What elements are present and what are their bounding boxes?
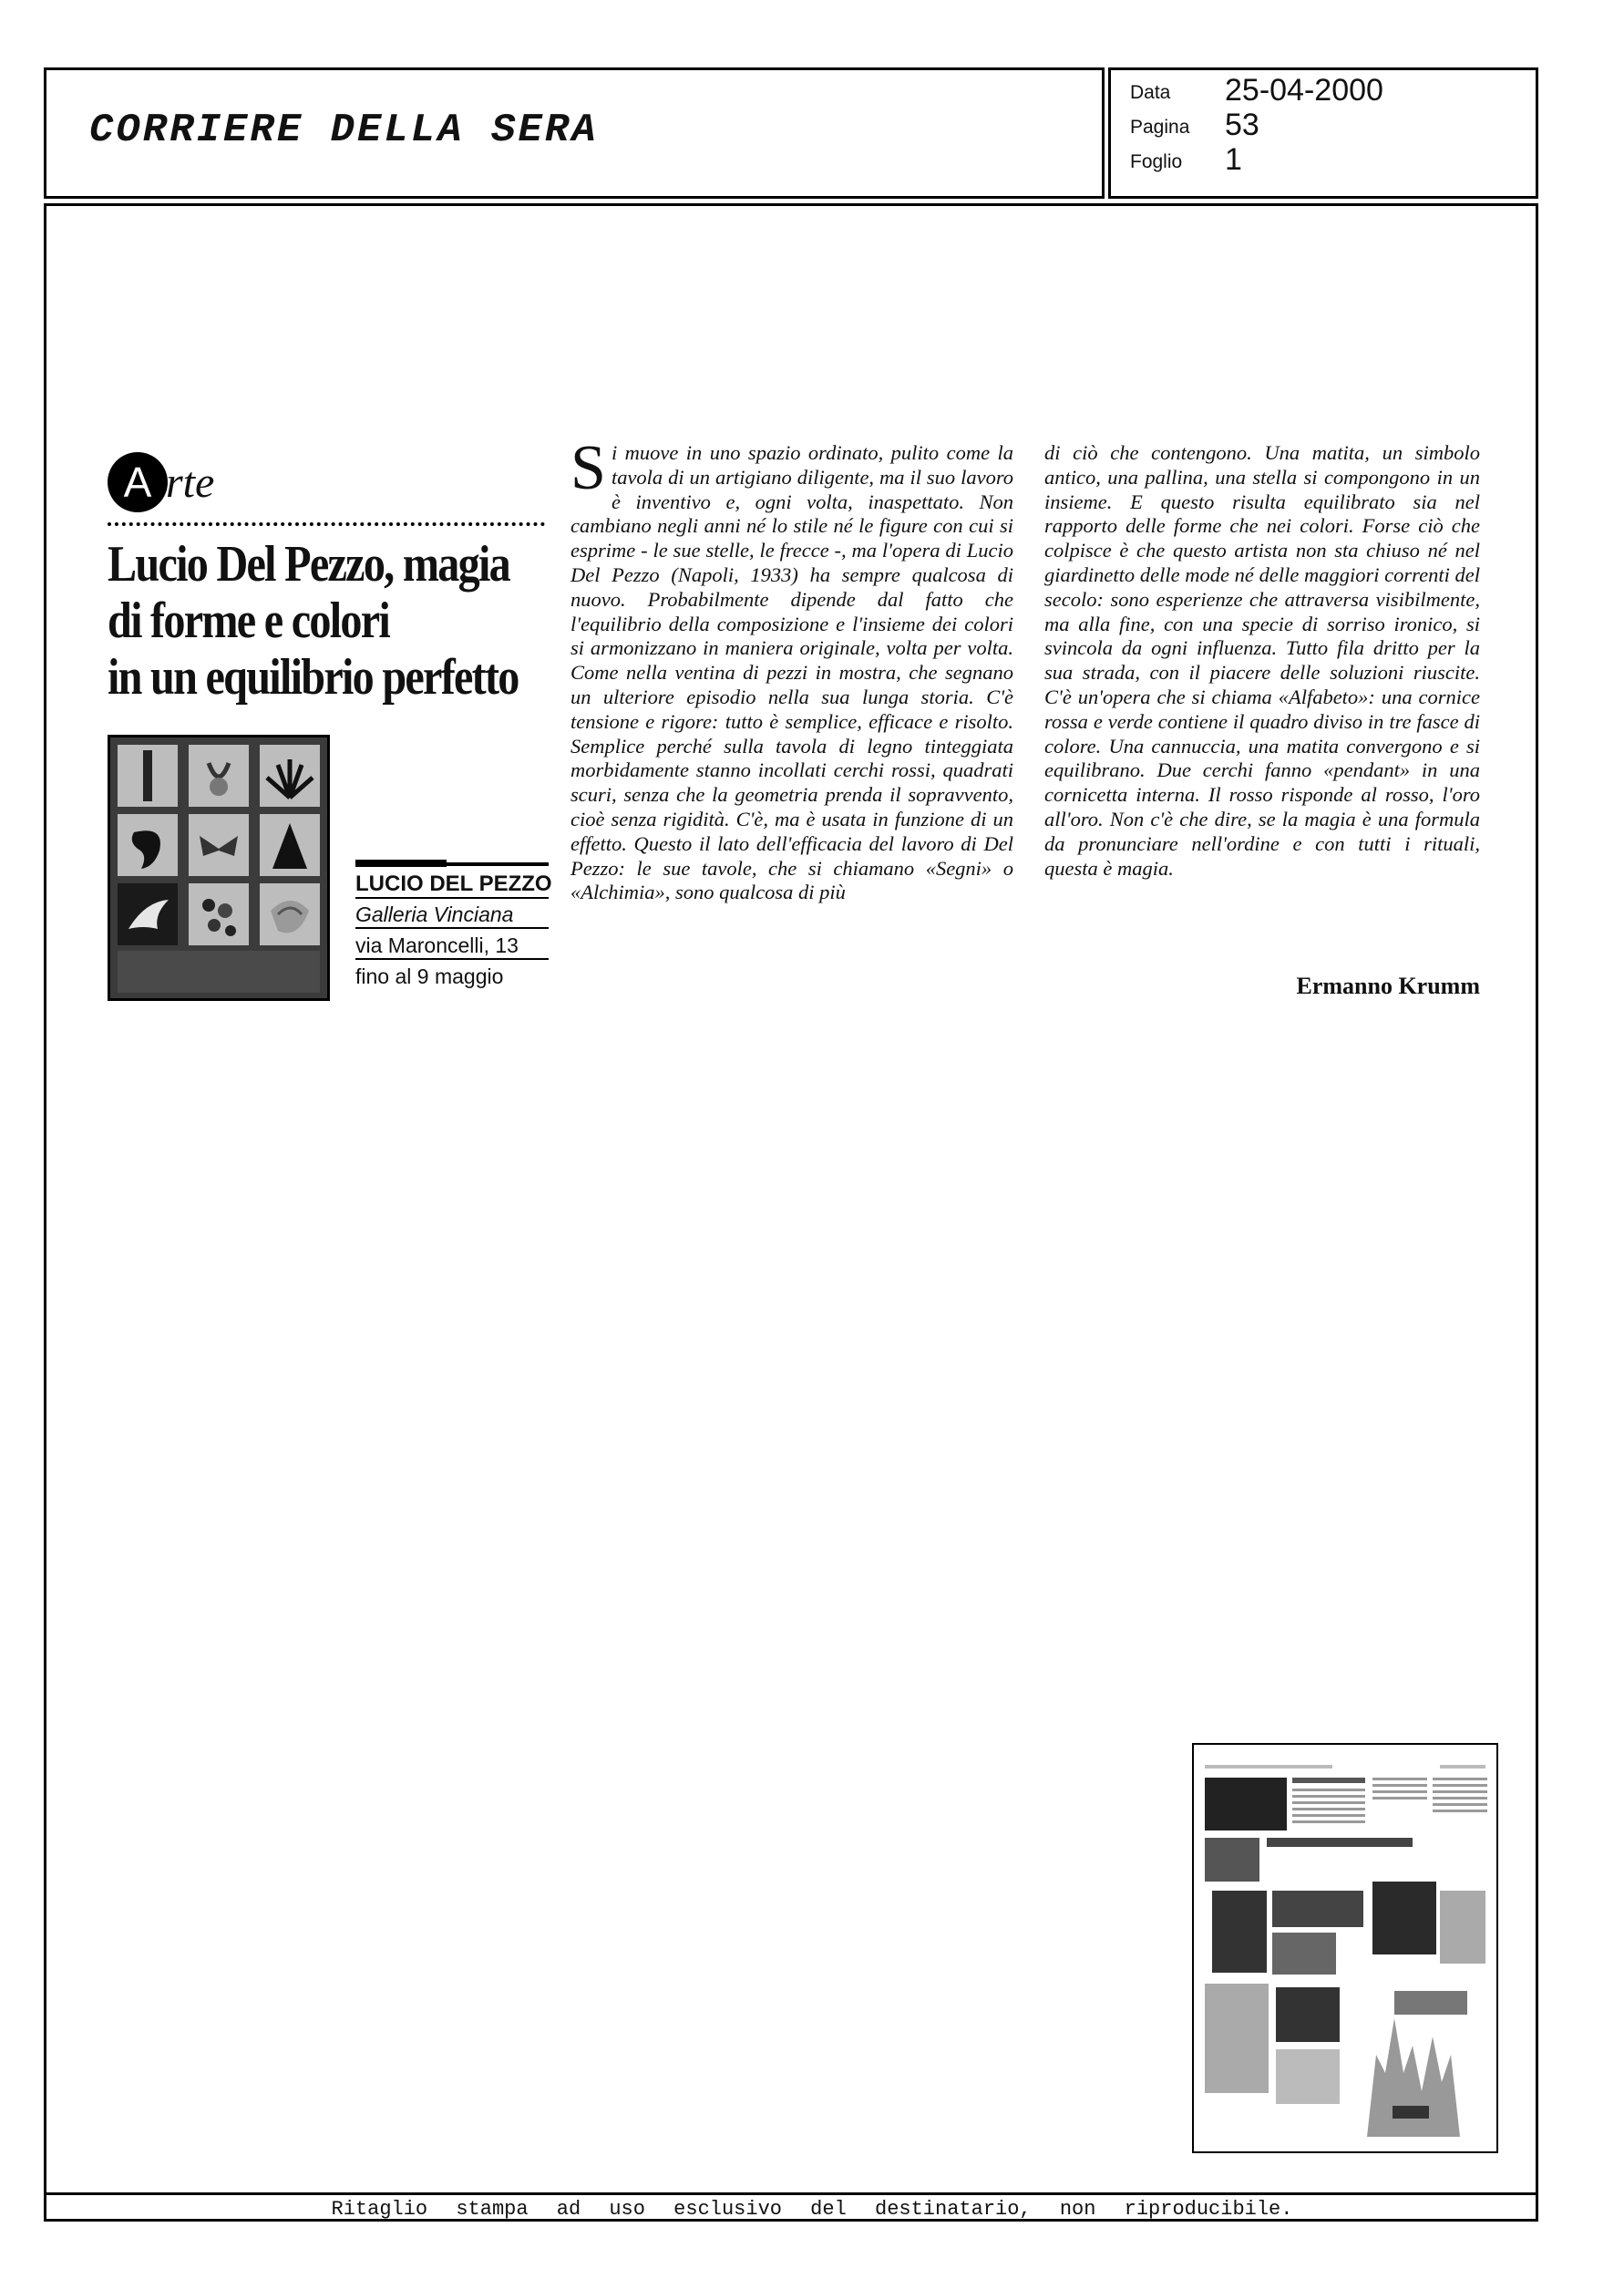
sheet-value: 1 bbox=[1225, 142, 1242, 177]
pencil-shape bbox=[118, 745, 178, 807]
pyramid-shape bbox=[260, 814, 320, 876]
exhibition-gallery: Galleria Vinciana bbox=[355, 902, 549, 929]
artwork-base bbox=[118, 951, 320, 993]
bowtie-shape bbox=[189, 814, 249, 876]
masthead-title: CORRIERE DELLA SERA bbox=[89, 108, 599, 153]
artwork-tile bbox=[260, 814, 320, 876]
sunburst-shape bbox=[260, 745, 320, 807]
horns-shape bbox=[189, 745, 249, 807]
drop-shape bbox=[118, 814, 178, 876]
footer-divider bbox=[44, 2192, 1538, 2195]
exhibition-address: via Maroncelli, 13 bbox=[355, 933, 549, 960]
page-thumbnail bbox=[1192, 1743, 1498, 2153]
headline-line-2: di forme e colori bbox=[108, 593, 390, 649]
thumbnail-layout bbox=[1194, 1745, 1498, 2153]
artwork-tile bbox=[118, 883, 178, 945]
exhibition-dates: fino al 9 maggio bbox=[355, 964, 504, 988]
shell-shape bbox=[260, 883, 320, 945]
section-name: rte bbox=[166, 459, 215, 507]
exhibition-artist: LUCIO DEL PEZZO bbox=[355, 871, 549, 899]
artwork-tile bbox=[189, 745, 249, 807]
headline-line-3: in un equilibrio perfetto bbox=[108, 649, 519, 706]
article-text-2: di ciò che contengono. Una matita, un simbolo antico, una pallina, una stella si compongono in un insieme. E questo risulta equilibrato sia nel rapporto delle forme che nei colori. Forse ciò che colpisce è che questo artista non sta chiuso né nel giardinetto delle mode né delle maggiori correnti del secolo: sono esperienze che attraversa visibilmente, ma alla fine, con una specie di sorriso ironico, si svincola da ogni influenza. Tutto fila dritto per la sua strada, con il piacere delle soluzioni riuscite. C'è un'opera che si chiama «Alfabeto»: una cornice rossa e verde contiene il quadro diviso in tre fasce di colore. Una cannuccia, una matita convergono e si equilibrano. Due cerchi fanno «pendant» in una cornicetta interna. Il rosso risponde al rosso, l'oro all'oro. Non c'è che dire, se la magia è una formula da pronunciare nell'ordine e con tutti i rituali, questa è magia. bbox=[1044, 441, 1480, 880]
artwork-tile bbox=[118, 745, 178, 807]
artwork-tile bbox=[118, 814, 178, 876]
artwork-tile bbox=[189, 814, 249, 876]
dotted-rule bbox=[108, 522, 545, 526]
page-label: Pagina bbox=[1130, 117, 1190, 138]
artwork-tile bbox=[189, 883, 249, 945]
sheet-label: Foglio bbox=[1130, 151, 1183, 172]
artwork-photo bbox=[108, 735, 330, 1001]
article-column-2 bbox=[1044, 441, 1480, 881]
leaf-shape bbox=[118, 883, 178, 945]
headline bbox=[108, 536, 519, 706]
byline: Ermanno Krumm bbox=[1296, 973, 1480, 999]
dots-shape bbox=[189, 883, 249, 945]
drop-cap: S bbox=[570, 433, 606, 503]
page-value: 53 bbox=[1225, 108, 1259, 142]
footer-notice: Ritaglio stampa ad uso esclusivo del destinatario, non riproducibile. bbox=[331, 2198, 1293, 2221]
article-text-1: i muove in uno spazio ordinato, pulito come la tavola di un artigiano diligente, ma il suo lavoro è inventivo e, ogni volta, inaspettato. Non cambiano negli anni né lo stile né le figure con cui si esprime - le sue stelle, le frecce -, ma l'opera di Lucio Del Pezzo (Napoli, 1933) ha sempre qualcosa di nuovo. Probabilmente dipende dal fatto che l'equilibrio della composizione e l'insieme dei colori si armonizzano in maniera originale, volta per volta. Come nella ventina di pezzi in mostra, che segnano un ulteriore episodio nella sua lunga storia. C'è tensione e rigore: tutto è semplice, efficace e risolto. Semplice perché sulla tavola di legno tinteggiata morbidamente stanno incollati cerchi rossi, quadrati scuri, senza che la geometria prenda il sopravvento, cioè senza rigidità. C'è, ma è usata in funzione di un effetto. Questo il lato dell'efficacia del lavoro di Del Pezzo: le sue tavole, che si chiamano «Segni» o «Alchimia», sono qualcosa di più bbox=[570, 441, 1013, 904]
date-label: Data bbox=[1130, 82, 1171, 103]
article-column-1 bbox=[570, 433, 1013, 905]
artwork-tile bbox=[260, 745, 320, 807]
headline-line-1: Lucio Del Pezzo, magia bbox=[108, 536, 509, 593]
date-value: 25-04-2000 bbox=[1225, 73, 1383, 108]
artwork-tile bbox=[260, 883, 320, 945]
info-rule bbox=[355, 862, 549, 866]
section-initial: A bbox=[108, 452, 168, 512]
